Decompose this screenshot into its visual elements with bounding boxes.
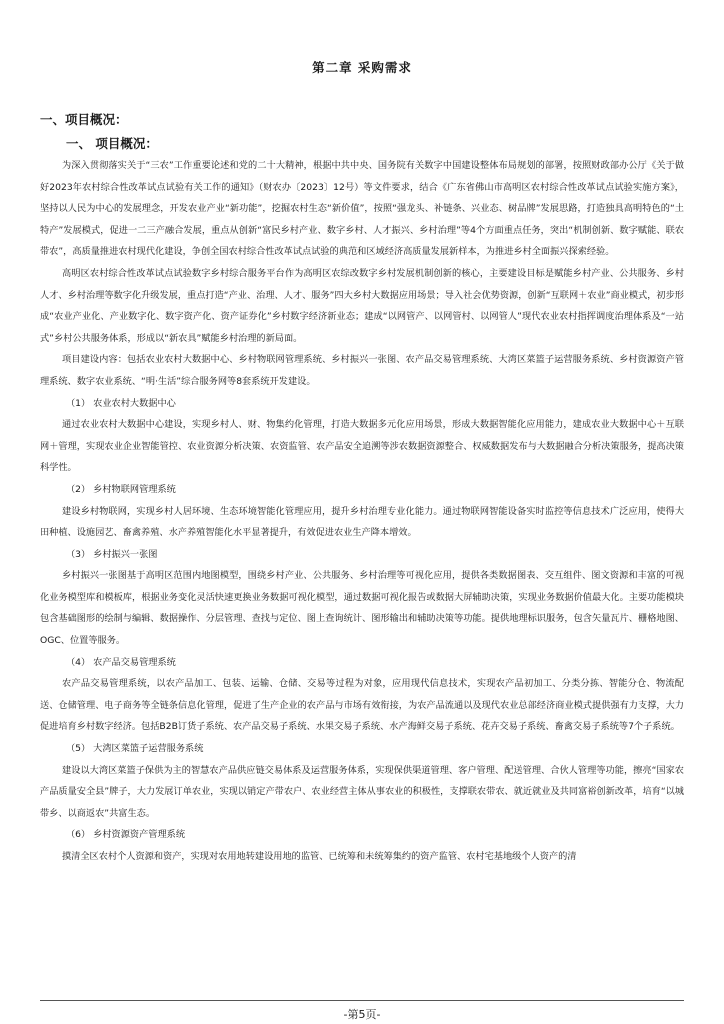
body-content [40, 155, 684, 868]
paragraph-trade-system: 农产品交易管理系统，以农产品加工、包装、运输、仓储、交易等过程为对象，应用现代信息技术，实现农产品初加工、分类分拣、智能分仓、物流配送、仓储管理、电子商务等全链条信息化管理，促进了生产企业的农产品与市场有效衔接，为农产品流通以及现代农业总部经济商业模式提供强有力支撑，大力促进培育乡村数字经济。包括B2B订货子系统、农产品交易子系统、水果交易子系统、水产海鲜交易子系统、花卉交易子系统、畜禽交易子系统等7个子系统。 [40, 678, 684, 733]
subheading-one-map: （3） 乡村振兴一张图 [66, 548, 158, 560]
subsection-heading: 一、 项目概况： [66, 136, 158, 151]
paragraph-vegetable-basket: 建设以大湾区菜篮子保供为主的智慧农产品供应链交易体系及运营服务体系，实现保供渠道管理、客户管理、配送管理、合伙人管理等功能，擦亮“国家农产品质量安全县”牌子，大力发展订单农业，实现以销定产带农户、农业经营主体从事农业的积极性，支撑联农带农、就近就业及共同富裕创新改革，培育“以城带乡、以商返农”共富生态。 [40, 764, 684, 819]
paragraph-asset-management: 摸清全区农村个人资源和资产，实现对农用地转建设用地的监管、已统筹和未统筹集约的资产监管、农村宅基地级个人资产的清 [62, 851, 577, 862]
section-heading: 一、项目概况： [40, 112, 128, 127]
subheading-big-data-center: （1） 农业农村大数据中心 [66, 397, 176, 409]
chapter-title: 第二章 采购需求 [312, 60, 412, 75]
paragraph-platform-goals: 高明区农村综合性改革试点试验数字乡村综合服务平台作为高明区农综改数字乡村发展机制创新的核心，主要建设目标是赋能乡村产业、公共服务、乡村人才、乡村治理等数字化升级发展，重点打造“产业、治理、人才、服务”四大乡村大数据应用场景；导入社会优势资源，创新“互联网＋农业”商业模式，初步形成“农业产业化、产业数字化、数字资产化、资产证券化”乡村数字经济新业态；建成“以网管产、以网管村、以网管人”现代农业农村指挥调度治理体系及“一站式”乡村公共服务体系，形成以“新农具”赋能乡村治理的新局面。 [40, 267, 684, 344]
paragraph-one-map: 乡村振兴一张图基于高明区范围内地图模型，围绕乡村产业、公共服务、乡村治理等可视化应用，提供各类数据图表、交互组件、图文资源和丰富的可视化业务模型库和模板库，根据业务变化灵活快速更换业务数据可视化模型，通过数据可视化报告或数据大屏辅助决策，实现业务数据价值最大化。主要功能模块包含基础图形的绘制与编辑、数据操作、分层管理、查找与定位、图上查询统计、图形输出和辅助决策等功能。提供地理标识服务，包含矢量瓦片、栅格地图、OGC、位置等服务。 [40, 570, 684, 647]
subheading-asset-management: （6） 乡村资源资产管理系统 [66, 829, 186, 841]
subheading-vegetable-basket: （5） 大湾区菜篮子运营服务系统 [66, 743, 204, 755]
subheading-trade-system: （4） 农产品交易管理系统 [66, 656, 176, 668]
footer-divider [40, 1000, 684, 1001]
page-number: -第5页- [343, 1008, 381, 1021]
paragraph-intro: 为深入贯彻落实关于“三农”工作重要论述和党的二十大精神，根据中共中央、国务院有关数字中国建设整体布局规划的部署，按照财政部办公厅《关于做好2023年农村综合性改革试点试验有关工作的通知》（财农办〔2023〕12号）等文件要求，结合《广东省佛山市高明区农村综合性改革试点试验实施方案》，坚持以人民为中心的发展理念，开发农业产业“新功能”，挖掘农村生态“新价值”，按照“强龙头、补链条、兴业态、树品牌”发展思路，打造独具高明特色的“土特产”发展模式，促进一二三产融合发展，重点从创新“富民乡村产业、数字乡村、人才振兴、乡村治理”等4个方面重点任务，突出“机制创新、数字赋能、联农带农”，高质量推进农村现代化建设，争创全国农村综合性改革试点试验的典范和区域经济高质量发展新样本，为推进乡村全面振兴探索经验。 [40, 160, 684, 258]
subheading-iot-system: （2） 乡村物联网管理系统 [66, 483, 176, 495]
paragraph-iot-system: 建设乡村物联网，实现乡村人居环境、生态环境智能化管理应用，提升乡村治理专业化能力。通过物联网智能设备实时监控等信息技术广泛应用，使得大田种植、设施园艺、畜禽养殖、水产养殖智能化水平显著提升，有效促进农业生产降本增效。 [40, 505, 684, 539]
paragraph-construction-content: 项目建设内容：包括农业农村大数据中心、乡村物联网管理系统、乡村振兴一张图、农产品交易管理系统、大湾区菜篮子运营服务系统、乡村资源资产管理系统、数字农业系统、“明·生活”综合服务网等8套系统开发建设。 [40, 354, 684, 387]
paragraph-big-data-center: 通过农业农村大数据中心建设，实现乡村人、财、物集约化管理，打造大数据多元化应用场景，形成大数据智能化应用能力，建成农业大数据中心＋互联网＋管理，实现农业企业智能管控、农业资源分析决策、农资监管、农产品安全追溯等涉农数据资源整合、权威数据发布与大数据融合分析决策服务，提高决策科学性。 [40, 419, 684, 474]
